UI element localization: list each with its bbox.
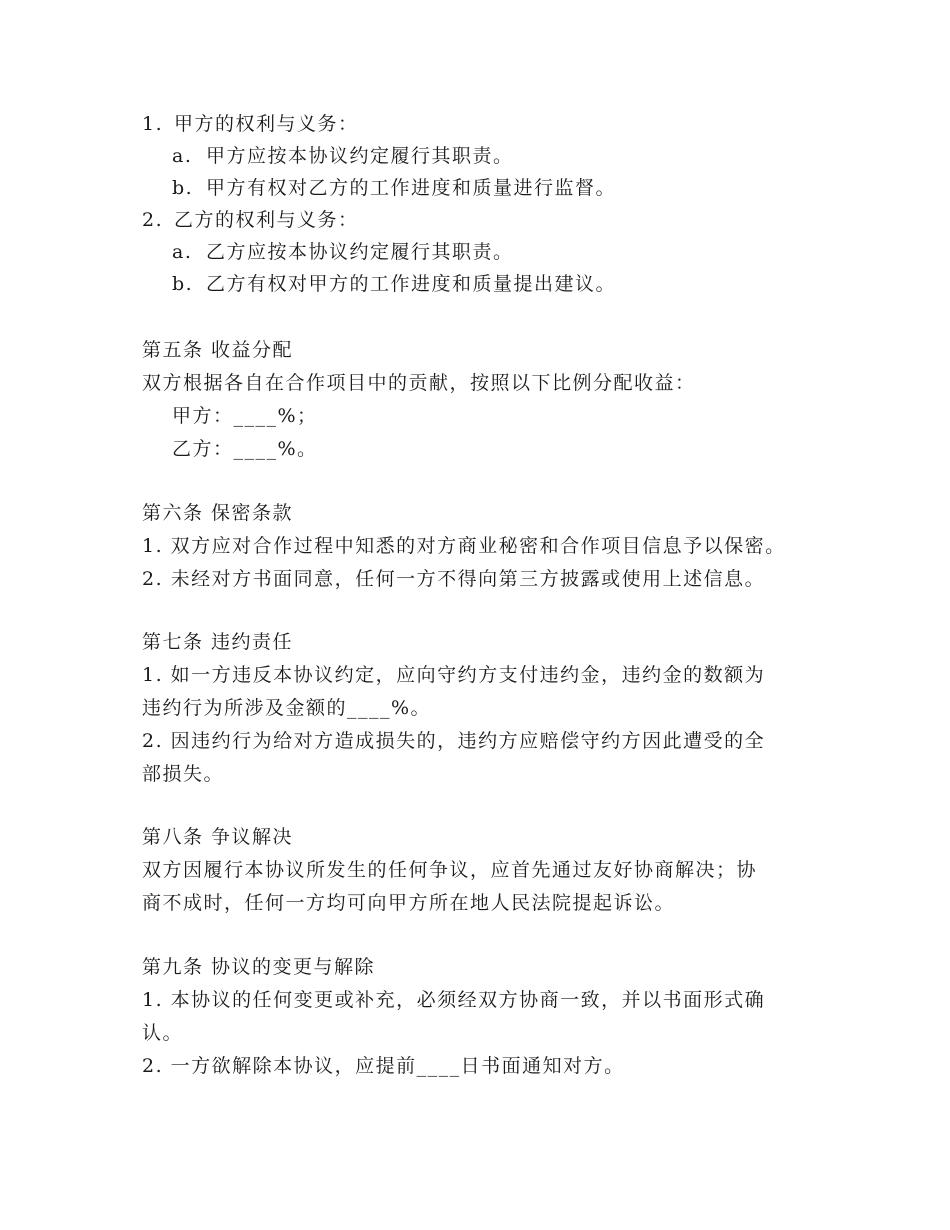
rights-item-1b: b. 甲方有权对乙方的工作进度和质量进行监督。 (172, 177, 617, 199)
article-7-title: 第七条 违约责任 (142, 631, 294, 653)
rights-item-2: 2. 乙方的权利与义务： (142, 209, 359, 231)
article-5-intro: 双方根据各自在合作项目中的贡献，按照以下比例分配收益： (142, 372, 696, 394)
rights-item-2a: a. 乙方应按本协议约定履行其职责。 (172, 241, 514, 263)
article-9-item-1-line-2: 认。 (142, 1022, 184, 1044)
article-5-title: 第五条 收益分配 (142, 339, 294, 361)
article-9-item-1-line-1: 1. 本协议的任何变更或补充，必须经双方协商一致，并以书面形式确 (142, 989, 766, 1011)
rights-item-1: 1. 甲方的权利与义务： (142, 113, 359, 135)
rights-item-2b: b. 乙方有权对甲方的工作进度和质量提出建议。 (172, 273, 617, 295)
article-6-item-1: 1. 双方应对合作过程中知悉的对方商业秘密和合作项目信息予以保密。 (142, 535, 786, 557)
article-8-line-1: 双方因履行本协议所发生的任何争议，应首先通过友好协商解决；协 (142, 859, 758, 881)
article-7-item-1-line-2: 违约行为所涉及金额的____%。 (142, 697, 432, 719)
article-5-party-a: 甲方：____%； (172, 405, 318, 427)
article-8-title: 第八条 争议解决 (142, 826, 294, 848)
article-9-title: 第九条 协议的变更与解除 (142, 956, 376, 978)
article-5-party-b: 乙方：____%。 (172, 438, 318, 460)
article-9-item-2: 2. 一方欲解除本协议，应提前____日书面通知对方。 (142, 1055, 625, 1077)
article-7-item-2-line-1: 2. 因违约行为给对方造成损失的，违约方应赔偿守约方因此遭受的全 (142, 730, 766, 752)
article-6-item-2: 2. 未经对方书面同意，任何一方不得向第三方披露或使用上述信息。 (142, 568, 766, 590)
article-6-title: 第六条 保密条款 (142, 502, 294, 524)
article-7-item-1-line-1: 1. 如一方违反本协议约定，应向守约方支付违约金，违约金的数额为 (142, 664, 766, 686)
article-8-line-2: 商不成时，任何一方均可向甲方所在地人民法院提起诉讼。 (142, 892, 676, 914)
rights-item-1a: a. 甲方应按本协议约定履行其职责。 (172, 145, 514, 167)
article-7-item-2-line-2: 部损失。 (142, 763, 225, 785)
